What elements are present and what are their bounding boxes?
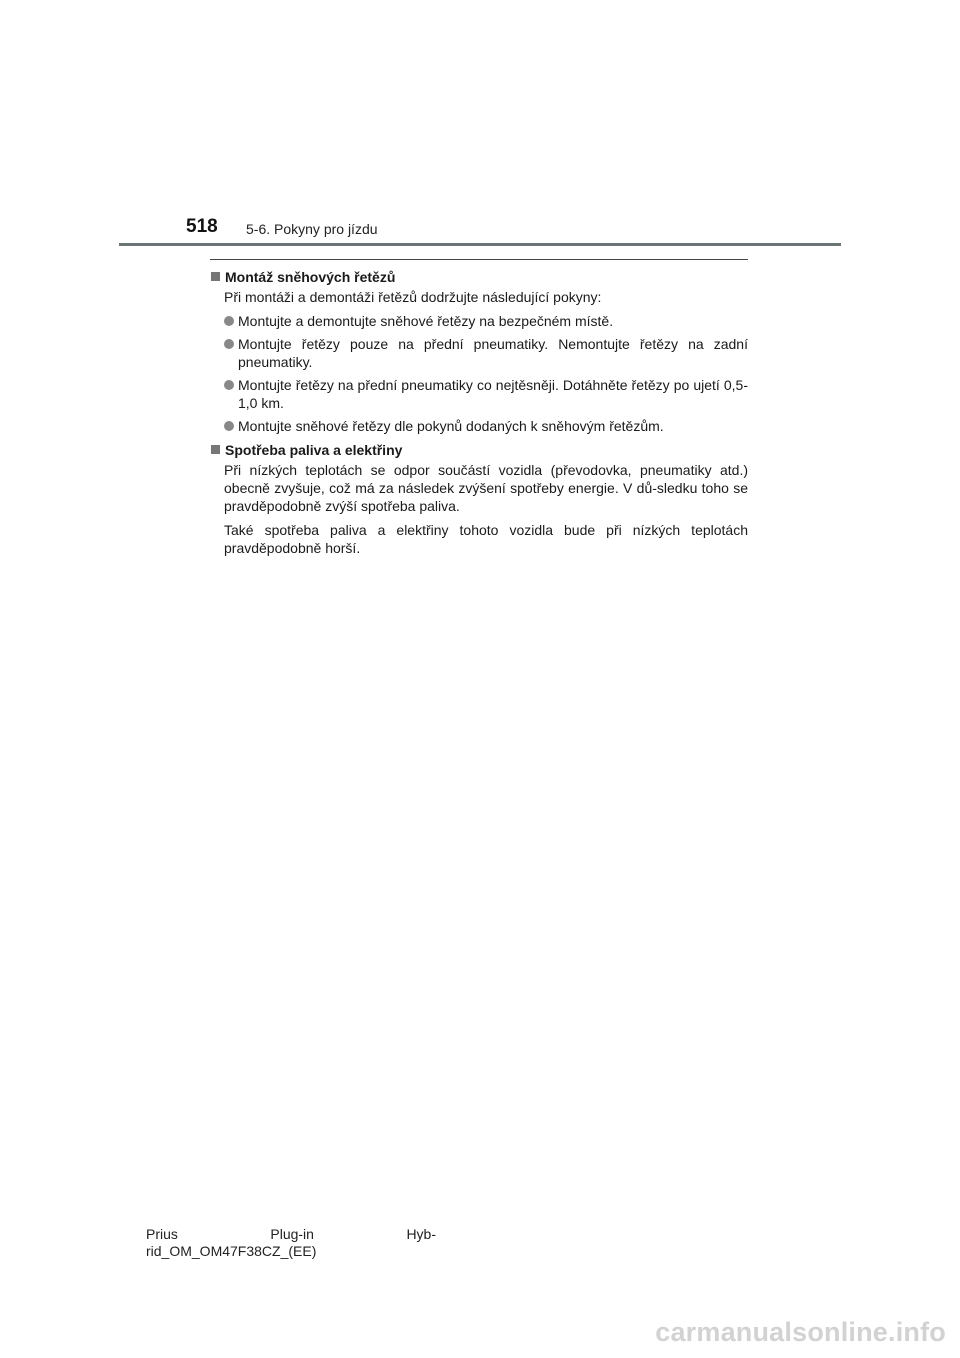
circle-bullet-icon [224, 380, 234, 390]
heading-text: Spotřeba paliva a elektřiny [225, 442, 403, 458]
page-footer [146, 1226, 436, 1260]
list-item [224, 312, 748, 330]
bullet-list [224, 312, 748, 435]
list-item [224, 376, 748, 412]
circle-bullet-icon [224, 316, 234, 326]
square-bullet-icon [211, 445, 220, 454]
body-paragraph: Při nízkých teplotách se odpor součástí vozidla (převodovka, pneumatiky atd.) obecně zvyšuje, což má za následek zvýšení spotřeby energie. V dů-sledku toho se pravděpodobně zvýší spotřeba paliva. [224, 462, 748, 514]
watermark: carmanualsonline.info [655, 1317, 946, 1347]
heading-snow-chains [210, 268, 748, 286]
header-divider [119, 243, 841, 246]
footer-text: Hyb- [406, 1226, 436, 1242]
page-number: 518 [186, 216, 218, 237]
circle-bullet-icon [224, 421, 234, 431]
heading-text: Montáž sněhových řetězů [225, 269, 396, 285]
square-bullet-icon [211, 272, 220, 281]
page-content [210, 259, 748, 563]
heading-fuel-consumption [210, 441, 748, 459]
intro-paragraph: Při montáži a demontáži řetězů dodržujte následující pokyny: [224, 289, 602, 305]
body-paragraph: Také spotřeba paliva a elektřiny tohoto vozidla bude při nízkých teplotách pravděpodobně horší. [224, 522, 748, 556]
list-item [224, 417, 748, 435]
circle-bullet-icon [224, 339, 234, 349]
footer-text: rid_OM_OM47F38CZ_(EE) [146, 1243, 317, 1259]
list-item [224, 335, 748, 371]
footer-text: Plug-in [270, 1226, 314, 1242]
list-item-text: Montujte sněhové řetězy dle pokynů dodaných k sněhovým řetězům. [238, 418, 664, 434]
list-item-text: Montujte řetězy na přední pneumatiky co nejtěsněji. Dotáhněte řetězy po ujetí 0,5-1,0 km. [238, 377, 748, 411]
list-item-text: Montujte řetězy pouze na přední pneumatiky. Nemontujte řetězy na zadní pneumatiky. [238, 336, 748, 370]
list-item-text: Montujte a demontujte sněhové řetězy na bezpečném místě. [238, 313, 614, 329]
footer-text: Prius [146, 1226, 178, 1242]
section-title: 5-6. Pokyny pro jízdu [246, 221, 378, 237]
